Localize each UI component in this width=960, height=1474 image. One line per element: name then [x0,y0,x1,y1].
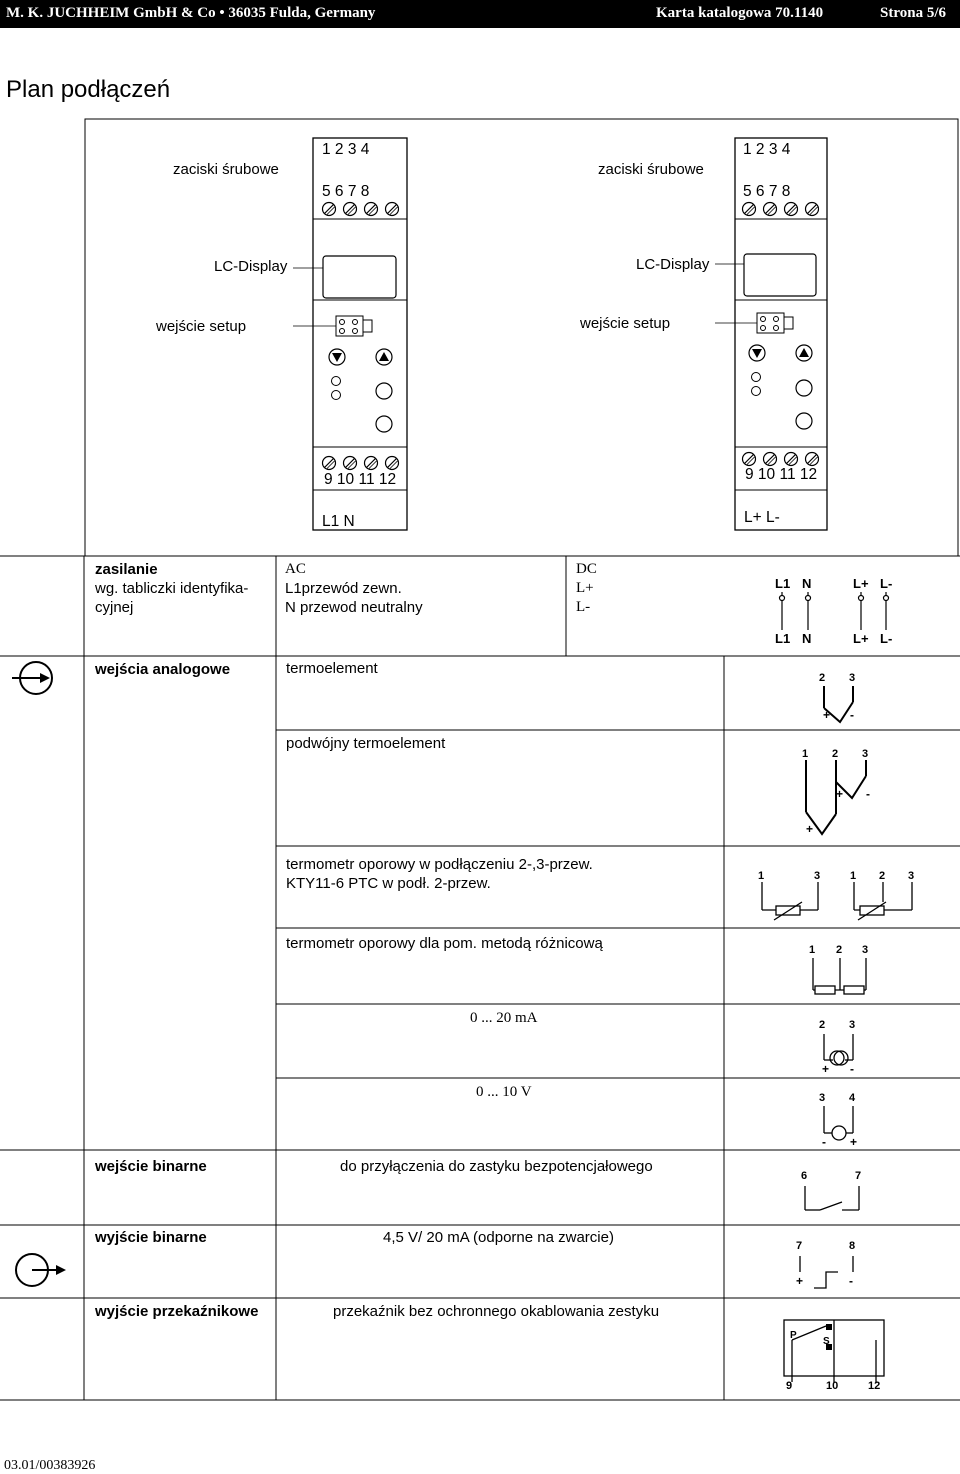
relay-s: S [823,1336,830,1347]
binary-output-diagram [800,1256,853,1288]
current-source-diagram [824,1034,853,1065]
rtd-label-1: termometr oporowy w podłączeniu 2-,3-przew. [286,856,593,873]
diag-n-bottom: N [802,631,812,646]
right-screw-label: zaciski śrubowe [598,161,704,178]
binary-output-desc: 4,5 V/ 20 mA (odporne na zwarcie) [383,1229,614,1246]
v-term-4: 4 [849,1092,856,1104]
binary-input-contact-diagram [805,1186,859,1210]
dtc-minus: - [866,787,870,801]
voltage-range-label: 0 ... 10 V [476,1084,532,1100]
relay-output-title: wyjście przekaźnikowe [95,1303,259,1320]
bin-in-term-7: 7 [855,1170,862,1182]
dtc-plus-1: + [836,787,844,801]
supply-title: zasilanie [95,561,158,578]
tc-minus: - [850,708,854,722]
supply-desc-2: cyjnej [95,599,134,616]
supply-dc-plus: L+ [576,580,594,596]
bin-out-term-8: 8 [849,1240,856,1252]
page-number: Strona 5/6 [880,5,946,21]
voltage-source-diagram [824,1106,853,1140]
left-terminals-9-12: 9 10 11 12 [324,471,397,488]
dtc-term-3: 3 [862,748,869,760]
dtc-plus-2: + [806,822,814,836]
ma-plus: + [822,1062,830,1076]
supply-dc-minus: L- [576,599,591,615]
analog-title: wejścia analogowe [95,661,231,678]
right-terminals-9-12: 9 10 11 12 [745,466,818,483]
left-terminals-1-4: 1 2 3 4 [322,141,370,158]
right-display-label: LC-Display [636,256,710,273]
rtd-differential-diagram [813,958,866,994]
bin-out-minus: - [849,1274,853,1288]
binary-output-icon [16,1254,62,1286]
supply-ac-title: AC [285,561,306,577]
relay-output-diagram [784,1320,884,1382]
tc-plus: + [823,708,831,722]
tc-term-3: 3 [849,672,856,684]
diag-l1-bottom: L1 [775,631,791,646]
rtdd-term-1: 1 [809,944,816,956]
binary-output-title: wyjście binarne [95,1229,207,1246]
relay-term-9: 9 [786,1380,793,1392]
bin-out-term-7: 7 [796,1240,803,1252]
supply-wiring-diagram [780,592,889,630]
v-minus: - [822,1135,826,1149]
left-setup-label: wejście setup [156,318,247,335]
left-screw-label: zaciski śrubowe [173,161,279,178]
diag-lminus-bottom: L- [880,631,893,646]
ma-term-2: 2 [819,1019,826,1031]
document-footer-code: 03.01/00383926 [4,1458,96,1473]
right-terminals-5-8: 5 6 7 8 [743,183,791,200]
supply-ac-l1: L1przewód zewn. [285,580,402,597]
ma-minus: - [850,1062,854,1076]
dtc-term-1: 1 [802,748,809,760]
left-supply-terminals: L1 N [322,513,355,530]
relay-p: P [790,1330,797,1341]
supply-dc-title: DC [576,561,597,577]
diag-lminus-top: L- [880,576,893,591]
relay-term-12: 12 [868,1380,881,1392]
right-supply-terminals: L+ L- [744,509,780,526]
ma-term-3: 3 [849,1019,856,1031]
thermocouple-label: termoelement [286,660,378,677]
rtd-term-3a: 3 [814,870,821,882]
dtc-term-2: 2 [832,748,839,760]
rtd-term-2b: 2 [879,870,886,882]
binary-input-desc: do przyłączenia do zastyku bezpotencjałowego [340,1158,653,1175]
rtd-term-1a: 1 [758,870,765,882]
rtd-term-3b: 3 [908,870,915,882]
rtdd-term-3: 3 [862,944,869,956]
diag-lplus-top: L+ [853,576,869,591]
double-thermocouple-label: podwójny termoelement [286,735,446,752]
supply-desc-1: wg. tabliczki identyfika- [95,580,249,597]
rtd-label-2: KTY11-6 PTC w podł. 2-przew. [286,875,491,892]
catalog-number: Karta katalogowa 70.1140 [656,5,824,21]
page-title: Plan podłączeń [6,76,171,103]
rtd-differential-label: termometr oporowy dla pom. metodą różnicową [286,935,603,952]
diag-n-top: N [802,576,812,591]
bin-in-term-6: 6 [801,1170,808,1182]
left-terminals-5-8: 5 6 7 8 [322,183,370,200]
rtd-term-1b: 1 [850,870,857,882]
rtd-diagram [762,882,912,920]
relay-term-10: 10 [826,1380,839,1392]
company-name: M. K. JUCHHEIM GmbH & Co • 36035 Fulda, Germany [6,5,376,21]
right-terminals-1-4: 1 2 3 4 [743,141,791,158]
bin-out-plus: + [796,1274,804,1288]
rtdd-term-2: 2 [836,944,843,956]
right-setup-label: wejście setup [580,315,671,332]
relay-output-desc: przekaźnik bez ochronnego okablowania zestyku [333,1303,660,1320]
binary-input-title: wejście binarne [95,1158,207,1175]
v-plus: + [850,1135,858,1149]
current-range-label: 0 ... 20 mA [470,1010,538,1026]
left-display-label: LC-Display [214,258,288,275]
tc-term-2: 2 [819,672,826,684]
diag-lplus-bottom: L+ [853,631,869,646]
supply-ac-n: N przewod neutralny [285,599,423,616]
v-term-3: 3 [819,1092,826,1104]
diag-l1-top: L1 [775,576,791,591]
